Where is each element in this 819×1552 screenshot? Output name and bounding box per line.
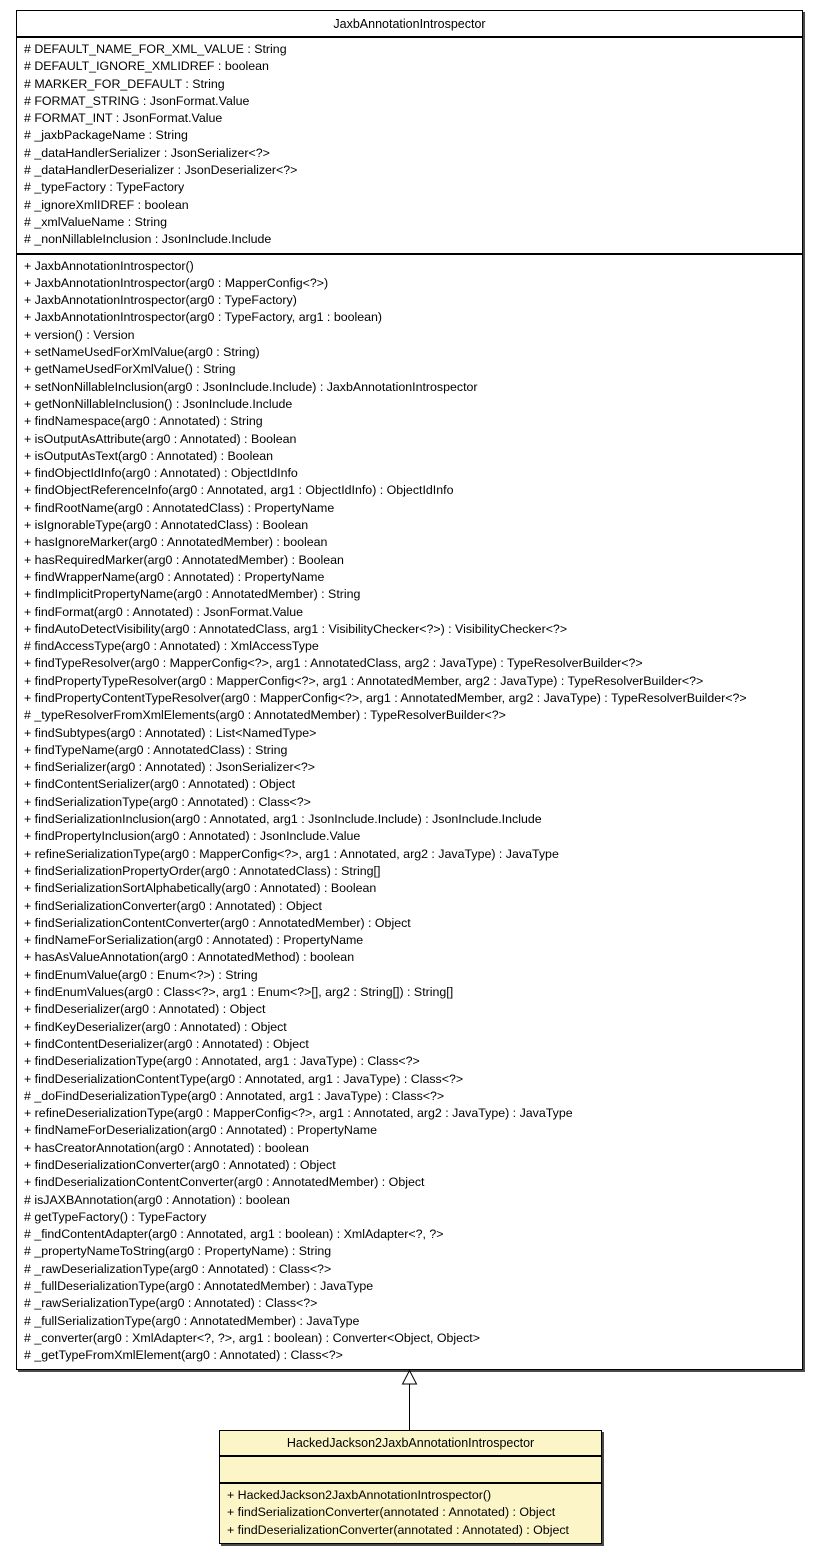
method-line: + findFormat(arg0 : Annotated) : JsonFormat.Value [24, 604, 304, 619]
method-line: + version() : Version [24, 327, 135, 342]
method-line: + isIgnorableType(arg0 : AnnotatedClass) : Boolean [24, 518, 309, 533]
method-line: + refineSerializationType(arg0 : MapperConfig<?>, arg1 : Annotated, arg2 : JavaType) : JavaType [24, 846, 559, 861]
child-fields-compartment [220, 1457, 601, 1484]
method-line: + findDeserializationContentConverter(arg0 : AnnotatedMember) : Object [24, 1175, 425, 1190]
method-line: + hasIgnoreMarker(arg0 : AnnotatedMember) : boolean [24, 535, 328, 550]
method-line: + findSerializationConverter(annotated : Annotated) : Object [227, 1505, 556, 1520]
method-line: + findSerializationPropertyOrder(arg0 : AnnotatedClass) : String[] [24, 863, 381, 878]
generalization-arrow [395, 1369, 425, 1430]
method-line: + findWrapperName(arg0 : Annotated) : PropertyName [24, 569, 325, 584]
field-line: # _ignoreXmlIDREF : boolean [24, 197, 189, 212]
child-class-title[interactable]: HackedJackson2JaxbAnnotationIntrospector [220, 1431, 601, 1457]
method-line: + getNonNillableInclusion() : JsonInclude.Include [24, 396, 293, 411]
parent-fields-compartment [17, 38, 802, 255]
method-line: + findContentSerializer(arg0 : Annotated) : Object [24, 777, 296, 792]
method-line: + findNameForSerialization(arg0 : Annotated) : PropertyName [24, 933, 364, 948]
method-line: + findSubtypes(arg0 : Annotated) : List<NamedType> [24, 725, 317, 740]
field-line: # _dataHandlerSerializer : JsonSerializer<?> [24, 145, 270, 160]
method-line: + hasAsValueAnnotation(arg0 : AnnotatedMethod) : boolean [24, 950, 355, 965]
parent-class-title[interactable]: JaxbAnnotationIntrospector [17, 11, 802, 38]
method-line: + findPropertyInclusion(arg0 : Annotated) : JsonInclude.Value [24, 829, 361, 844]
method-line: + findKeyDeserializer(arg0 : Annotated) : Object [24, 1019, 287, 1034]
method-line: + findSerializationContentConverter(arg0 : AnnotatedMember) : Object [24, 915, 411, 930]
method-line: + findDeserializer(arg0 : Annotated) : Object [24, 1002, 266, 1017]
method-line: # _fullSerializationType(arg0 : AnnotatedMember) : JavaType [24, 1313, 360, 1328]
field-line: # FORMAT_STRING : JsonFormat.Value [24, 93, 250, 108]
method-line: + isOutputAsText(arg0 : Annotated) : Boolean [24, 448, 273, 463]
method-line: # _propertyNameToString(arg0 : PropertyName) : String [24, 1244, 332, 1259]
field-line: # _xmlValueName : String [24, 214, 168, 229]
method-line: + findObjectIdInfo(arg0 : Annotated) : ObjectIdInfo [24, 466, 298, 481]
method-line: + findAutoDetectVisibility(arg0 : AnnotatedClass, arg1 : VisibilityChecker<?>) : VisibilityChecker<?> [24, 621, 568, 636]
method-line: # _doFindDeserializationType(arg0 : Annotated, arg1 : JavaType) : Class<?> [24, 1088, 445, 1103]
child-class-box [219, 1430, 602, 1544]
method-line: + JaxbAnnotationIntrospector(arg0 : TypeFactory, arg1 : boolean) [24, 310, 383, 325]
method-line: + findNamespace(arg0 : Annotated) : String [24, 414, 263, 429]
field-line: # _nonNillableInclusion : JsonInclude.Include [24, 232, 272, 247]
method-line: + setNonNillableInclusion(arg0 : JsonInclude.Include) : JaxbAnnotationIntrospector [24, 379, 478, 394]
field-line: # _typeFactory : TypeFactory [24, 180, 185, 195]
method-line: # _rawDeserializationType(arg0 : Annotated) : Class<?> [24, 1261, 332, 1276]
field-line: # _dataHandlerDeserializer : JsonDeserializer<?> [24, 163, 298, 178]
field-line: # FORMAT_INT : JsonFormat.Value [24, 111, 223, 126]
method-line: + JaxbAnnotationIntrospector(arg0 : MapperConfig<?>) [24, 275, 329, 290]
method-line: # _getTypeFromXmlElement(arg0 : Annotated) : Class<?> [24, 1348, 343, 1363]
method-line: + findDeserializationConverter(arg0 : Annotated) : Object [24, 1158, 336, 1172]
method-line: + setNameUsedForXmlValue(arg0 : String) [24, 345, 260, 360]
method-line: + findNameForDeserialization(arg0 : Annotated) : PropertyName [24, 1123, 377, 1138]
method-line: + JaxbAnnotationIntrospector(arg0 : TypeFactory) [24, 293, 297, 308]
method-line: + findSerializer(arg0 : Annotated) : JsonSerializer<?> [24, 760, 315, 775]
method-line: + findSerializationType(arg0 : Annotated) : Class<?> [24, 794, 311, 809]
method-line: + JaxbAnnotationIntrospector() [24, 258, 194, 273]
method-line: + hasRequiredMarker(arg0 : AnnotatedMember) : Boolean [24, 552, 344, 567]
method-line: + refineDeserializationType(arg0 : MapperConfig<?>, arg1 : Annotated, arg2 : JavaType) : JavaType [24, 1106, 573, 1121]
method-line: # _findContentAdapter(arg0 : Annotated, arg1 : boolean) : XmlAdapter<?, ?> [24, 1227, 444, 1242]
method-line: # getTypeFactory() : TypeFactory [24, 1209, 207, 1224]
method-line: + findEnumValue(arg0 : Enum<?>) : String [24, 967, 258, 982]
field-line: # _jaxbPackageName : String [24, 128, 188, 143]
method-line: + findTypeResolver(arg0 : MapperConfig<?>, arg1 : AnnotatedClass, arg2 : JavaType) : TypeResolverBuilder<?> [24, 656, 643, 671]
method-line: + findRootName(arg0 : AnnotatedClass) : PropertyName [24, 500, 335, 515]
method-line: + findSerializationInclusion(arg0 : Annotated, arg1 : JsonInclude.Include) : JsonInclude.Include [24, 812, 542, 827]
method-line: + findTypeName(arg0 : AnnotatedClass) : String [24, 742, 288, 757]
method-line: + getNameUsedForXmlValue() : String [24, 362, 236, 377]
field-line: # DEFAULT_NAME_FOR_XML_VALUE : String [24, 42, 287, 56]
method-line: + hasCreatorAnnotation(arg0 : Annotated) : boolean [24, 1140, 309, 1155]
parent-methods-compartment [17, 255, 802, 1369]
method-line: + HackedJackson2JaxbAnnotationIntrospector() [227, 1488, 492, 1502]
method-line: + findImplicitPropertyName(arg0 : AnnotatedMember) : String [24, 587, 361, 602]
method-line: # _converter(arg0 : XmlAdapter<?, ?>, arg1 : boolean) : Converter<Object, Object> [24, 1330, 480, 1345]
parent-class-box [16, 10, 803, 1370]
method-line: + findPropertyTypeResolver(arg0 : MapperConfig<?>, arg1 : AnnotatedMember, arg2 : JavaType) : TypeResolverBuilder<?> [24, 673, 704, 688]
child-methods-compartment [220, 1484, 601, 1543]
field-line: # MARKER_FOR_DEFAULT : String [24, 76, 225, 91]
method-line: + isOutputAsAttribute(arg0 : Annotated) : Boolean [24, 431, 297, 446]
method-line: + findSerializationConverter(arg0 : Annotated) : Object [24, 898, 322, 913]
method-line: # _rawSerializationType(arg0 : Annotated) : Class<?> [24, 1296, 318, 1311]
method-line: # _typeResolverFromXmlElements(arg0 : AnnotatedMember) : TypeResolverBuilder<?> [24, 708, 506, 723]
inheritance-triangle-icon [403, 1371, 417, 1385]
method-line: + findContentDeserializer(arg0 : Annotated) : Object [24, 1036, 309, 1051]
method-line: # isJAXBAnnotation(arg0 : Annotation) : boolean [24, 1192, 290, 1207]
method-line: # _fullDeserializationType(arg0 : AnnotatedMember) : JavaType [24, 1279, 374, 1294]
method-line: + findPropertyContentTypeResolver(arg0 : MapperConfig<?>, arg1 : AnnotatedMember, arg2 : JavaType) : TypeResolverBuilder<?> [24, 690, 747, 705]
method-line: + findObjectReferenceInfo(arg0 : Annotated, arg1 : ObjectIdInfo) : ObjectIdInfo [24, 483, 454, 498]
method-line: + findSerializationSortAlphabetically(arg0 : Annotated) : Boolean [24, 881, 377, 896]
field-line: # DEFAULT_IGNORE_XMLIDREF : boolean [24, 59, 269, 74]
method-line: + findDeserializationContentType(arg0 : Annotated, arg1 : JavaType) : Class<?> [24, 1071, 464, 1086]
method-line: + findDeserializationConverter(annotated : Annotated) : Object [227, 1522, 569, 1537]
method-line: + findDeserializationType(arg0 : Annotated, arg1 : JavaType) : Class<?> [24, 1054, 420, 1069]
method-line: + findEnumValues(arg0 : Class<?>, arg1 : Enum<?>[], arg2 : String[]) : String[] [24, 985, 454, 1000]
method-line: # findAccessType(arg0 : Annotated) : XmlAccessType [24, 639, 319, 654]
